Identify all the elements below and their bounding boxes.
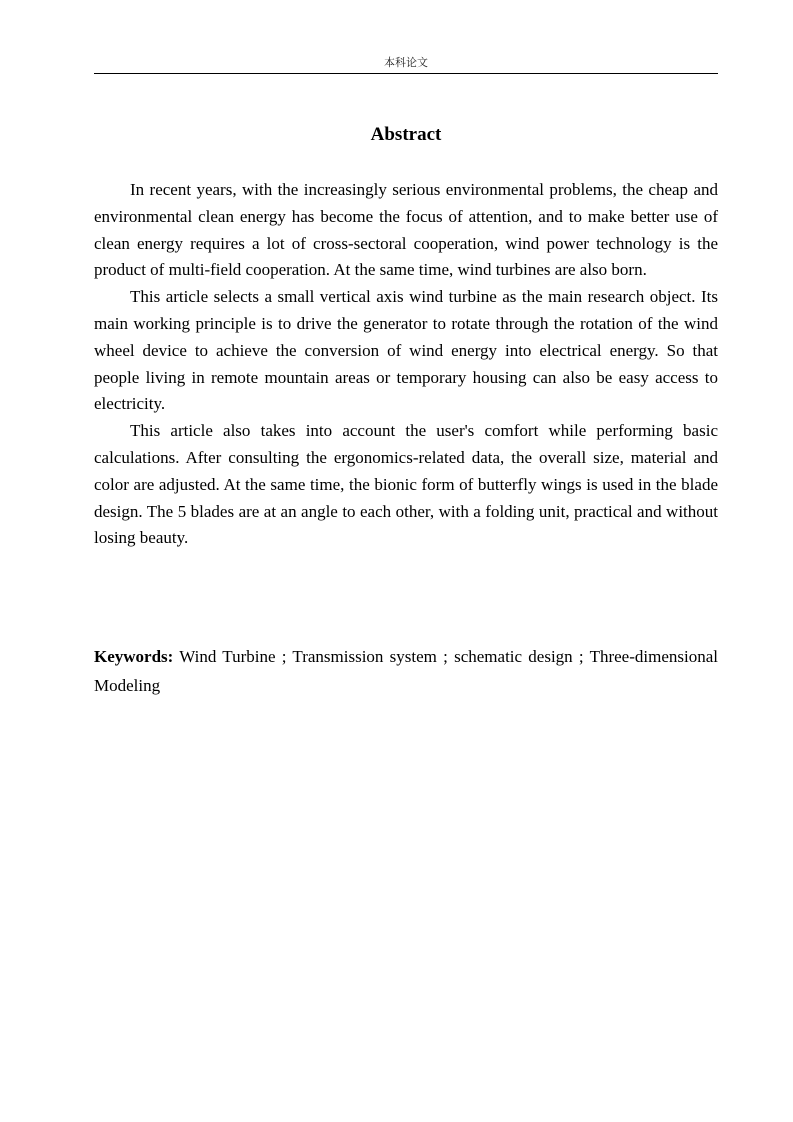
abstract-paragraph: This article selects a small vertical axis wind turbine as the main research object. Its main working principle is to drive the generator to rotate through the rotation of the wind wheel device to achieve the conversion of wind energy into electrical energy. So that people living in remote mountain areas or temporary housing can also be easy access to electricity. (94, 287, 718, 414)
abstract-title: Abstract (370, 124, 442, 145)
keywords-line (94, 642, 718, 700)
abstract-body (94, 177, 718, 552)
keywords-text: Wind Turbine ; Transmission system ; schematic design ; Three-dimensional Modeling (94, 647, 718, 695)
header-divider (94, 73, 718, 74)
abstract-paragraph: In recent years, with the increasingly serious environmental problems, the cheap and environmental clean energy has become the focus of attention, and to make better use of clean energy requires a lot of cross-sectoral cooperation, wind power technology is the product of multi-field cooperation. At the same time, wind turbines are also born. (94, 180, 718, 280)
keywords-label: Keywords: (94, 647, 174, 666)
running-header: 本科论文 (384, 56, 428, 69)
abstract-paragraph: This article also takes into account the user's comfort while performing basic calculations. After consulting the ergonomics-related data, the overall size, material and color are adjusted. At the same time, the bionic form of butterfly wings is used in the blade design. The 5 blades are at an angle to each other, with a folding unit, practical and without losing beauty. (94, 421, 718, 548)
